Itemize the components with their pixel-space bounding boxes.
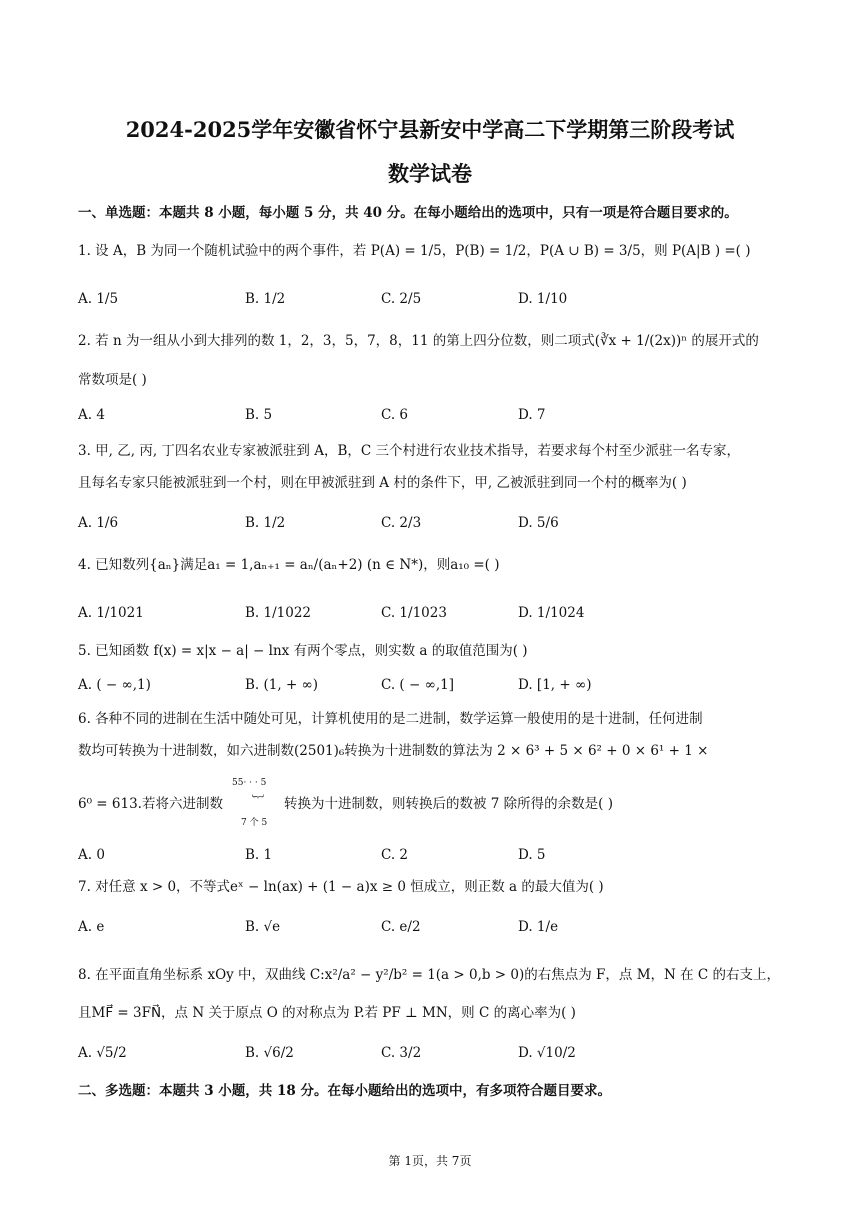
q6-option-d: D. 5 bbox=[518, 847, 546, 863]
section-multiple-choice: 二、多选题：本题共 3 小题，共 18 分。在每小题给出的选项中，有多项符合题目要求。 bbox=[78, 1083, 611, 1099]
question-2-line1: 2. 若 n 为一组从小到大排列的数 1，2，3，5，7，8，11 的第上四分位数，则二项式(∛x + 1/(2x))ⁿ 的展开式的 bbox=[78, 333, 759, 349]
question-6-line2: 数均可转换为十进制数，如六进制数(2501)₆转换为十进制数的算法为 2 × 6³ + 5 × 6² + 0 × 6¹ + 1 × bbox=[78, 743, 709, 759]
q3-option-d: D. 5/6 bbox=[518, 515, 559, 531]
question-7: 7. 对任意 x > 0，不等式eˣ − ln(ax) + (1 − a)x ≥ 0 恒成立，则正数 a 的最大值为( ) bbox=[78, 879, 604, 895]
q6-option-a: A. 0 bbox=[78, 847, 105, 863]
q8-option-d: D. √10/2 bbox=[518, 1045, 576, 1061]
question-1: 1. 设 A，B 为同一个随机试验中的两个事件，若 P(A) = 1/5，P(B) = 1/2，P(A ∪ B) = 3/5，则 P(A|B ) =( ) bbox=[78, 243, 751, 259]
question-6-line3a: 6⁰ = 613.若将六进制数 bbox=[78, 796, 223, 812]
question-4: 4. 已知数列{aₙ}满足a₁ = 1,aₙ₊₁ = aₙ/(aₙ+2) (n ∈ N*)，则a₁₀ =( ) bbox=[78, 557, 500, 573]
q1-option-b: B. 1/2 bbox=[245, 291, 286, 307]
question-2-line2: 常数项是( ) bbox=[78, 372, 147, 388]
q4-option-a: A. 1/1021 bbox=[78, 605, 144, 621]
q7-option-c: C. e/2 bbox=[381, 919, 421, 935]
page-footer: 第 1页，共 7页 bbox=[388, 1154, 472, 1168]
question-8-line1: 8. 在平面直角坐标系 xOy 中，双曲线 C:x²/a² − y²/b² = 1(a > 0,b > 0)的右焦点为 F，点 M，N 在 C 的右支上， bbox=[78, 967, 781, 983]
question-3-line2: 且每名专家只能被派驻到一个村，则在甲被派驻到 A 村的条件下，甲, 乙被派驻到同一个村的概率为( ) bbox=[78, 475, 687, 491]
question-5: 5. 已知函数 f(x) = x|x − a| − lnx 有两个零点，则实数 a 的取值范围为( ) bbox=[78, 643, 528, 659]
q7-option-d: D. 1/e bbox=[518, 919, 559, 935]
q1-option-d: D. 1/10 bbox=[518, 291, 568, 307]
q4-option-c: C. 1/1023 bbox=[381, 605, 447, 621]
q5-option-a: A. ( − ∞,1) bbox=[78, 677, 151, 693]
q2-option-a: A. 4 bbox=[78, 407, 105, 423]
q5-option-b: B. (1, + ∞) bbox=[245, 677, 319, 693]
q4-option-b: B. 1/1022 bbox=[245, 605, 311, 621]
question-6-line1: 6. 各种不同的进制在生活中随处可见，计算机使用的是二进制，数学运算一般使用的是十进制，任何进制 bbox=[78, 711, 703, 727]
q8-option-a: A. √5/2 bbox=[78, 1045, 127, 1061]
question-8-line2: 且MF⃗ = 3FN⃗，点 N 关于原点 O 的对称点为 P.若 PF ⊥ MN，则 C 的离心率为( ) bbox=[78, 1005, 576, 1021]
q3-option-b: B. 1/2 bbox=[245, 515, 286, 531]
q8-option-b: B. √6/2 bbox=[245, 1045, 294, 1061]
section-single-choice: 一、单选题：本题共 8 小题，每小题 5 分，共 40 分。在每小题给出的选项中，只有一项是符合题目要求的。 bbox=[78, 205, 738, 221]
q2-option-b: B. 5 bbox=[245, 407, 273, 423]
q3-option-a: A. 1/6 bbox=[78, 515, 119, 531]
q3-option-c: C. 2/3 bbox=[381, 515, 422, 531]
question-6-line3b: 转换为十进制数，则转换后的数被 7 除所得的余数是( ) bbox=[284, 796, 613, 812]
q2-option-d: D. 7 bbox=[518, 407, 546, 423]
q7-option-b: B. √e bbox=[245, 919, 281, 935]
question-3-line1: 3. 甲, 乙, 丙, 丁四名农业专家被派驻到 A，B，C 三个村进行农业技术指导，若要求每个村至少派驻一名专家， bbox=[78, 443, 740, 459]
q6-option-c: C. 2 bbox=[381, 847, 409, 863]
q6-option-b: B. 1 bbox=[245, 847, 273, 863]
q1-option-a: A. 1/5 bbox=[78, 291, 119, 307]
q6-stack-top: 55· · · 5 bbox=[232, 778, 267, 788]
exam-subtitle: 数学试卷 bbox=[388, 161, 472, 186]
q7-option-a: A. e bbox=[78, 919, 105, 935]
q8-option-c: C. 3/2 bbox=[381, 1045, 422, 1061]
q2-option-c: C. 6 bbox=[381, 407, 409, 423]
q5-option-c: C. ( − ∞,1] bbox=[381, 677, 454, 693]
q4-option-d: D. 1/1024 bbox=[518, 605, 585, 621]
q5-option-d: D. [1, + ∞) bbox=[518, 677, 592, 693]
q1-option-c: C. 2/5 bbox=[381, 291, 422, 307]
q6-underbrace-icon: ︸ bbox=[252, 794, 265, 808]
exam-title: 2024-2025学年安徽省怀宁县新安中学高二下学期第三阶段考试 bbox=[125, 117, 735, 142]
q6-stack-bottom: 7 个 5 bbox=[241, 818, 268, 828]
